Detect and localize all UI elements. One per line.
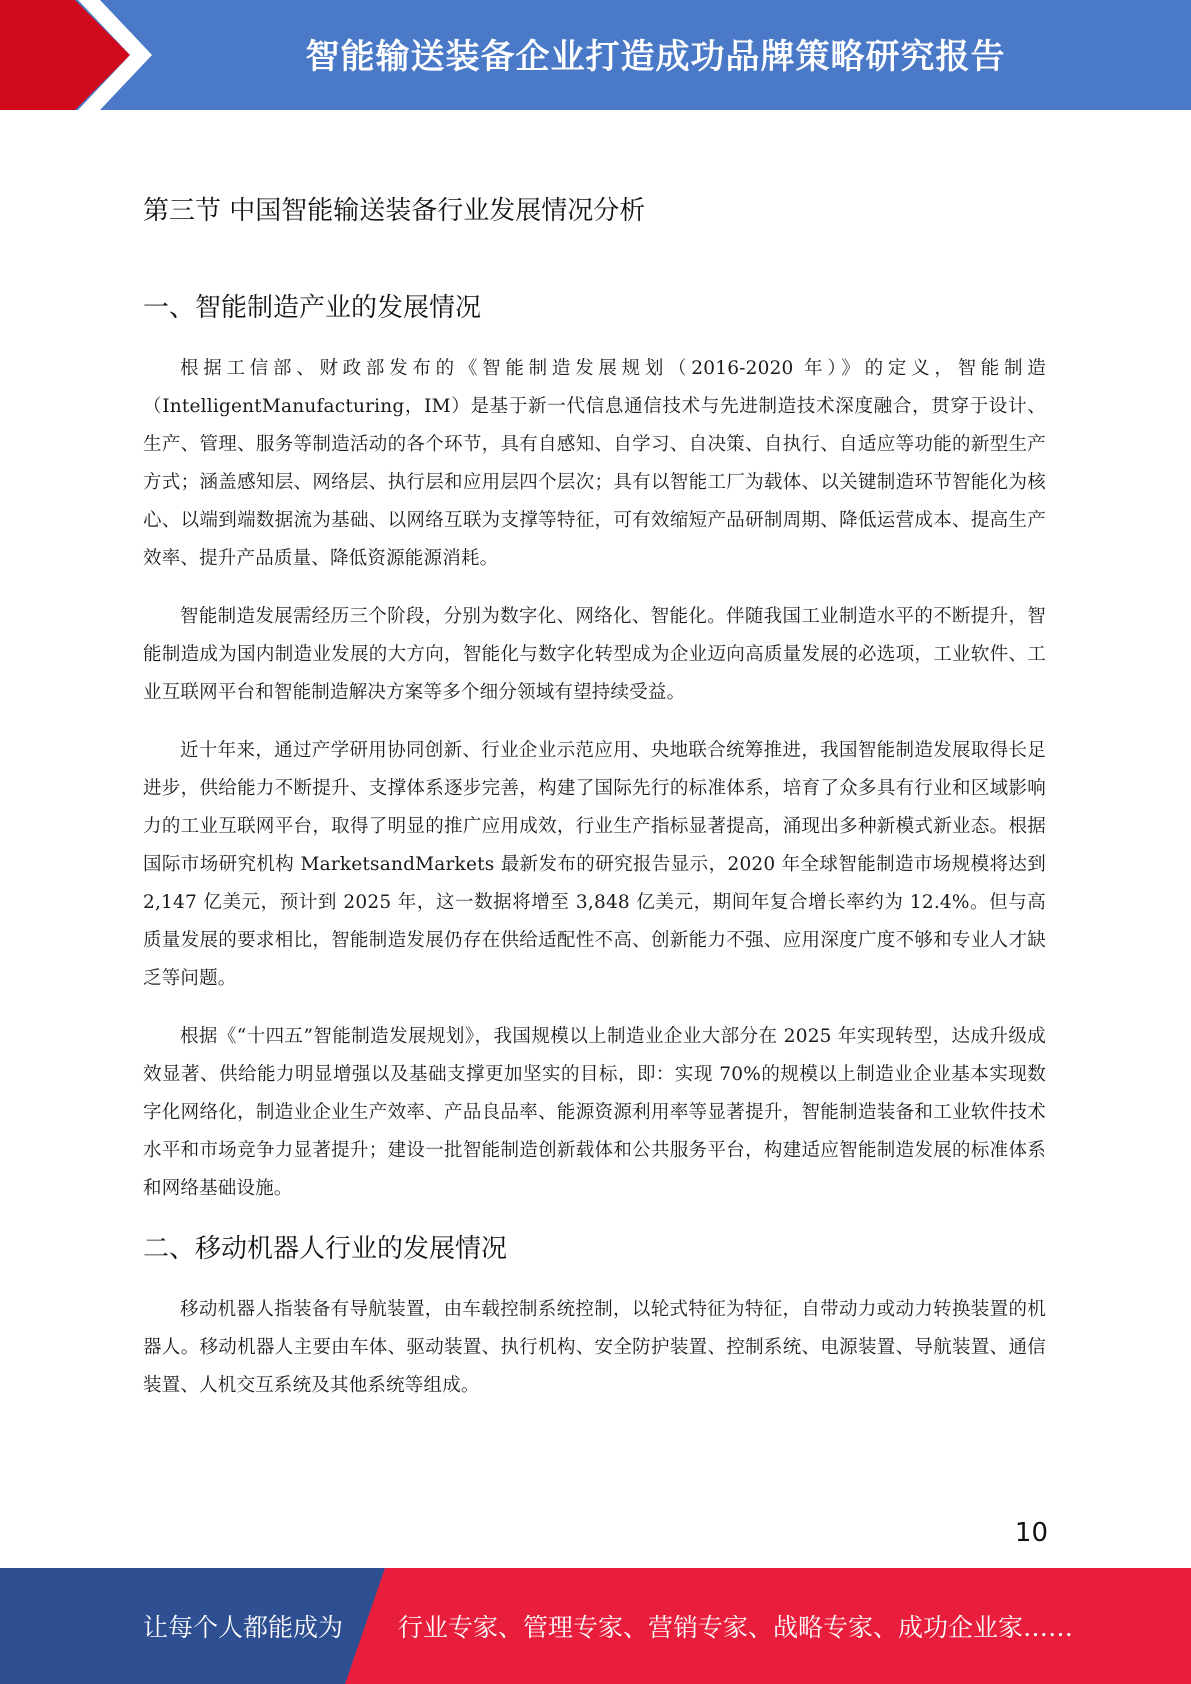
footer-slogan-right: 行业专家、管理专家、营销专家、战略专家、成功企业家……	[398, 1613, 1074, 1642]
paragraph: 智能制造发展需经历三个阶段，分别为数字化、网络化、智能化。伴随我国工业制造水平的不断提升，智能制造成为国内制造业发展的大方向，智能化与数字化转型成为企业迈向高质量发展的必选项，工业软件、工业互联网平台和智能制造解决方案等多个细分领域有望持续受益。	[143, 606, 1046, 703]
page-header	[0, 0, 1191, 110]
footer-slogan-left: 让每个人都能成为	[143, 1613, 344, 1642]
document-body	[143, 190, 1046, 1425]
section-title: 第三节 中国智能输送装备行业发展情况分析	[143, 196, 646, 226]
heading-mobile-robots: 二、移动机器人行业的发展情况	[143, 1234, 508, 1264]
paragraph: 根据工信部、财政部发布的《智能制造发展规划（2016-2020 年）》的定义，智能制造（IntelligentManufacturing，IM）是基于新一代信息通信技术与先进制造技术深度融合，贯穿于设计、生产、管理、服务等制造活动的各个环节，具有自感知、自学习、自决策、自执行、自适应等功能的新型生产方式；涵盖感知层、网络层、执行层和应用层四个层次；具有以智能工厂为载体、以关键制造环节智能化为核心、以端到端数据流为基础、以网络互联为支撑等特征，可有效缩短产品研制周期、降低运营成本、提高生产效率、提升产品质量、降低资源能源消耗。	[143, 358, 1046, 569]
page-number: 10	[1014, 1518, 1048, 1548]
paragraph: 移动机器人指装备有导航装置，由车载控制系统控制，以轮式特征为特征，自带动力或动力转换装置的机器人。移动机器人主要由车体、驱动装置、执行机构、安全防护装置、控制系统、电源装置、导航装置、通信装置、人机交互系统及其他系统等组成。	[143, 1299, 1046, 1396]
heading-smart-manufacturing: 一、智能制造产业的发展情况	[143, 293, 482, 323]
report-title: 智能输送装备企业打造成功品牌策略研究报告	[305, 36, 1006, 77]
page-footer	[0, 1568, 1191, 1684]
paragraph: 根据《“十四五”智能制造发展规划》，我国规模以上制造业企业大部分在 2025 年实现转型，达成升级成效显著、供给能力明显增强以及基础支撑更加坚实的目标，即：实现 70%的规模以上制造业企业基本实现数字化网络化，制造业企业生产效率、产品良品率、能源资源利用率等显著提升，智能制造装备和工业软件技术水平和市场竞争力显著提升；建设一批智能制造创新载体和公共服务平台，构建适应智能制造发展的标准体系和网络基础设施。	[143, 1026, 1046, 1199]
paragraph: 近十年来，通过产学研用协同创新、行业企业示范应用、央地联合统筹推进，我国智能制造发展取得长足进步，供给能力不断提升、支撑体系逐步完善，构建了国际先行的标准体系，培育了众多具有行业和区域影响力的工业互联网平台，取得了明显的推广应用成效，行业生产指标显著提高，涌现出多种新模式新业态。根据国际市场研究机构 MarketsandMarkets 最新发布的研究报告显示，2020 年全球智能制造市场规模将达到 2,147 亿美元，预计到 2025 年，这一数据将增至 3,848 亿美元，期间年复合增长率约为 12.4%。但与高质量发展的要求相比，智能制造发展仍存在供给适配性不高、创新能力不强、应用深度广度不够和专业人才缺乏等问题。	[143, 740, 1046, 989]
